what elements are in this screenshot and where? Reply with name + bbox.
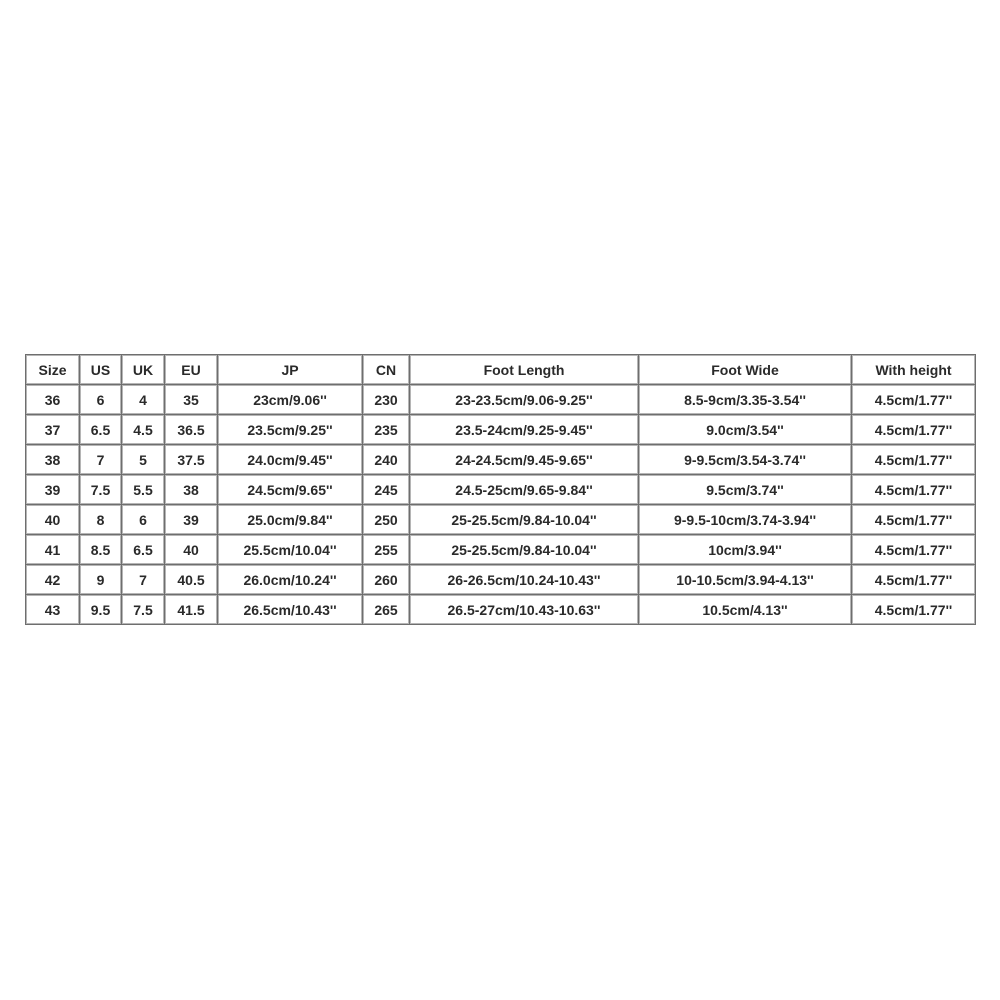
cell-foot-wide: 9-9.5-10cm/3.74-3.94''	[639, 505, 852, 535]
cell-uk: 5.5	[122, 475, 165, 505]
cell-size: 37	[26, 415, 80, 445]
cell-us: 6.5	[80, 415, 122, 445]
table-row	[26, 565, 976, 595]
cell-us: 8.5	[80, 535, 122, 565]
cell-eu: 38	[165, 475, 218, 505]
cell-us: 8	[80, 505, 122, 535]
cell-size: 41	[26, 535, 80, 565]
cell-eu: 36.5	[165, 415, 218, 445]
cell-us: 9	[80, 565, 122, 595]
cell-jp: 25.5cm/10.04''	[218, 535, 363, 565]
header-eu: EU	[165, 355, 218, 385]
table-body	[26, 385, 976, 625]
cell-cn: 255	[363, 535, 410, 565]
cell-jp: 23.5cm/9.25''	[218, 415, 363, 445]
cell-eu: 40.5	[165, 565, 218, 595]
cell-cn: 235	[363, 415, 410, 445]
cell-foot-length: 24.5-25cm/9.65-9.84''	[410, 475, 639, 505]
cell-foot-length: 26-26.5cm/10.24-10.43''	[410, 565, 639, 595]
cell-jp: 24.5cm/9.65''	[218, 475, 363, 505]
cell-us: 6	[80, 385, 122, 415]
table-header-row	[26, 355, 976, 385]
cell-foot-length: 23.5-24cm/9.25-9.45''	[410, 415, 639, 445]
cell-foot-wide: 10cm/3.94''	[639, 535, 852, 565]
table-row	[26, 535, 976, 565]
table-row	[26, 445, 976, 475]
cell-uk: 4	[122, 385, 165, 415]
table-row	[26, 475, 976, 505]
cell-with-height: 4.5cm/1.77''	[852, 385, 976, 415]
cell-foot-length: 25-25.5cm/9.84-10.04''	[410, 535, 639, 565]
cell-foot-length: 26.5-27cm/10.43-10.63''	[410, 595, 639, 625]
cell-size: 42	[26, 565, 80, 595]
cell-cn: 260	[363, 565, 410, 595]
cell-cn: 250	[363, 505, 410, 535]
cell-us: 7.5	[80, 475, 122, 505]
cell-size: 38	[26, 445, 80, 475]
cell-uk: 7	[122, 565, 165, 595]
cell-uk: 6	[122, 505, 165, 535]
cell-uk: 5	[122, 445, 165, 475]
cell-us: 7	[80, 445, 122, 475]
header-us: US	[80, 355, 122, 385]
cell-uk: 4.5	[122, 415, 165, 445]
cell-with-height: 4.5cm/1.77''	[852, 415, 976, 445]
table-row	[26, 385, 976, 415]
cell-foot-wide: 10-10.5cm/3.94-4.13''	[639, 565, 852, 595]
header-foot-length: Foot Length	[410, 355, 639, 385]
cell-uk: 6.5	[122, 535, 165, 565]
cell-eu: 39	[165, 505, 218, 535]
cell-cn: 265	[363, 595, 410, 625]
cell-foot-wide: 10.5cm/4.13''	[639, 595, 852, 625]
cell-foot-wide: 9.0cm/3.54''	[639, 415, 852, 445]
cell-us: 9.5	[80, 595, 122, 625]
header-cn: CN	[363, 355, 410, 385]
header-with-height: With height	[852, 355, 976, 385]
table-row	[26, 595, 976, 625]
cell-size: 43	[26, 595, 80, 625]
size-chart-table	[25, 354, 976, 625]
cell-with-height: 4.5cm/1.77''	[852, 565, 976, 595]
header-uk: UK	[122, 355, 165, 385]
header-jp: JP	[218, 355, 363, 385]
cell-size: 36	[26, 385, 80, 415]
cell-eu: 41.5	[165, 595, 218, 625]
cell-jp: 24.0cm/9.45''	[218, 445, 363, 475]
cell-eu: 35	[165, 385, 218, 415]
cell-foot-wide: 9-9.5cm/3.54-3.74''	[639, 445, 852, 475]
cell-jp: 25.0cm/9.84''	[218, 505, 363, 535]
cell-foot-wide: 8.5-9cm/3.35-3.54''	[639, 385, 852, 415]
cell-jp: 26.0cm/10.24''	[218, 565, 363, 595]
cell-eu: 40	[165, 535, 218, 565]
cell-jp: 26.5cm/10.43''	[218, 595, 363, 625]
cell-foot-length: 23-23.5cm/9.06-9.25''	[410, 385, 639, 415]
cell-size: 39	[26, 475, 80, 505]
cell-cn: 245	[363, 475, 410, 505]
cell-jp: 23cm/9.06''	[218, 385, 363, 415]
cell-with-height: 4.5cm/1.77''	[852, 505, 976, 535]
table-row	[26, 415, 976, 445]
cell-size: 40	[26, 505, 80, 535]
cell-cn: 240	[363, 445, 410, 475]
cell-eu: 37.5	[165, 445, 218, 475]
cell-with-height: 4.5cm/1.77''	[852, 445, 976, 475]
cell-uk: 7.5	[122, 595, 165, 625]
cell-foot-length: 25-25.5cm/9.84-10.04''	[410, 505, 639, 535]
cell-cn: 230	[363, 385, 410, 415]
cell-with-height: 4.5cm/1.77''	[852, 535, 976, 565]
cell-foot-wide: 9.5cm/3.74''	[639, 475, 852, 505]
cell-with-height: 4.5cm/1.77''	[852, 595, 976, 625]
header-foot-wide: Foot Wide	[639, 355, 852, 385]
cell-foot-length: 24-24.5cm/9.45-9.65''	[410, 445, 639, 475]
header-size: Size	[26, 355, 80, 385]
table-row	[26, 505, 976, 535]
cell-with-height: 4.5cm/1.77''	[852, 475, 976, 505]
